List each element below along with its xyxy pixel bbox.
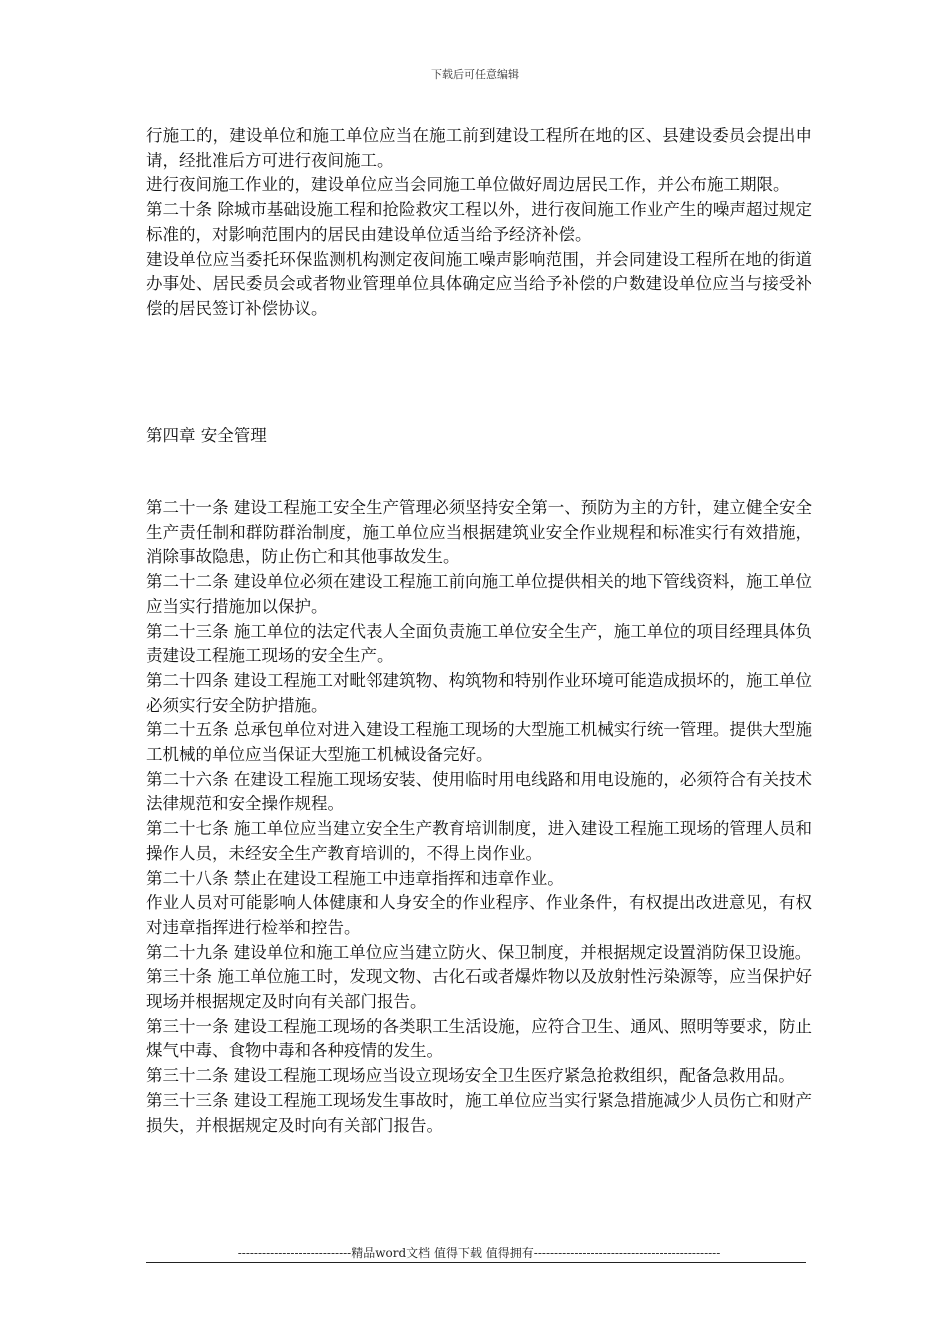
article-paragraph: 第二十七条 施工单位应当建立安全生产教育培训制度，进入建设工程施工现场的管理人员和操作人员，未经安全生产教育培训的，不得上岗作业。 xyxy=(146,819,812,863)
articles-block xyxy=(146,496,812,1138)
article-paragraph: 第二十四条 建设工程施工对毗邻建筑物、构筑物和特别作业环境可能造成损坏的，施工单位必须实行安全防护措施。 xyxy=(146,670,812,715)
chapter-title: 第四章 安全管理 xyxy=(146,426,267,445)
article-paragraph: 第二十二条 建设单位必须在建设工程施工前向施工单位提供相关的地下管线资料，施工单位应当实行措施加以保护。 xyxy=(146,572,812,616)
paragraph: 行施工的，建设单位和施工单位应当在施工前到建设工程所在地的区、县建设委员会提出申请，经批准后方可进行夜间施工。 xyxy=(146,126,812,170)
article-paragraph: 第二十一条 建设工程施工安全生产管理必须坚持安全第一、预防为主的方针，建立健全安全生产责任制和群防群治制度，施工单位应当根据建筑业安全作业规程和标准实行有效措施，消除事故隐患，防止伤亡和其他事故发生。 xyxy=(146,498,812,567)
paragraph: 进行夜间施工作业的，建设单位应当会同施工单位做好周边居民工作，并公布施工期限。 xyxy=(146,175,790,195)
page-header-note: 下载后可任意编辑 xyxy=(431,68,519,81)
article-paragraph: 第三十条 施工单位施工时，发现文物、古化石或者爆炸物以及放射性污染源等，应当保护好现场并根据规定及时向有关部门报告。 xyxy=(146,967,812,1012)
article-paragraph: 第三十三条 建设工程施工现场发生事故时，施工单位应当实行紧急措施减少人员伤亡和财产损失，并根据规定及时向有关部门报告。 xyxy=(146,1090,812,1135)
article-paragraph: 第二十九条 建设单位和施工单位应当建立防火、保卫制度，并根据规定设置消防保卫设施。 xyxy=(146,942,812,962)
article-paragraph: 第二十六条 在建设工程施工现场安装、使用临时用电线路和用电设施的，必须符合有关技术法律规范和安全操作规程。 xyxy=(146,769,812,814)
article-paragraph: 作业人员对可能影响人体健康和人身安全的作业程序、作业条件，有权提出改进意见，有权对违章指挥进行检举和控告。 xyxy=(146,893,812,937)
article-paragraph: 第三十二条 建设工程施工现场应当设立现场安全卫生医疗紧急抢救组织，配备急救用品。 xyxy=(146,1066,795,1086)
page-footer-note: ----------------------------精品word文档 值得下载 值得拥有---------------------------------------------- xyxy=(237,1246,721,1260)
paragraph: 建设单位应当委托环保监测机构测定夜间施工噪声影响范围，并会同建设工程所在地的街道办事处、居民委员会或者物业管理单位具体确定应当给予补偿的户数建设单位应当与接受补偿的居民签订补偿协议。 xyxy=(146,249,812,318)
article-paragraph: 第三十一条 建设工程施工现场的各类职工生活设施，应符合卫生、通风、照明等要求，防止煤气中毒、食物中毒和各种疫情的发生。 xyxy=(146,1016,812,1061)
top-text-block xyxy=(146,124,812,322)
paragraph: 第二十条 除城市基础设施工程和抢险救灾工程以外，进行夜间施工作业产生的噪声超过规定标准的，对影响范围内的居民由建设单位适当给予经济补偿。 xyxy=(146,200,812,244)
article-paragraph: 第二十五条 总承包单位对进入建设工程施工现场的大型施工机械实行统一管理。提供大型施工机械的单位应当保证大型施工机械设备完好。 xyxy=(146,720,812,765)
article-paragraph: 第二十八条 禁止在建设工程施工中违章指挥和违章作业。 xyxy=(146,868,564,888)
article-paragraph: 第二十三条 施工单位的法定代表人全面负责施工单位安全生产，施工单位的项目经理具体负责建设工程施工现场的安全生产。 xyxy=(146,621,812,666)
footer-divider xyxy=(146,1262,806,1263)
